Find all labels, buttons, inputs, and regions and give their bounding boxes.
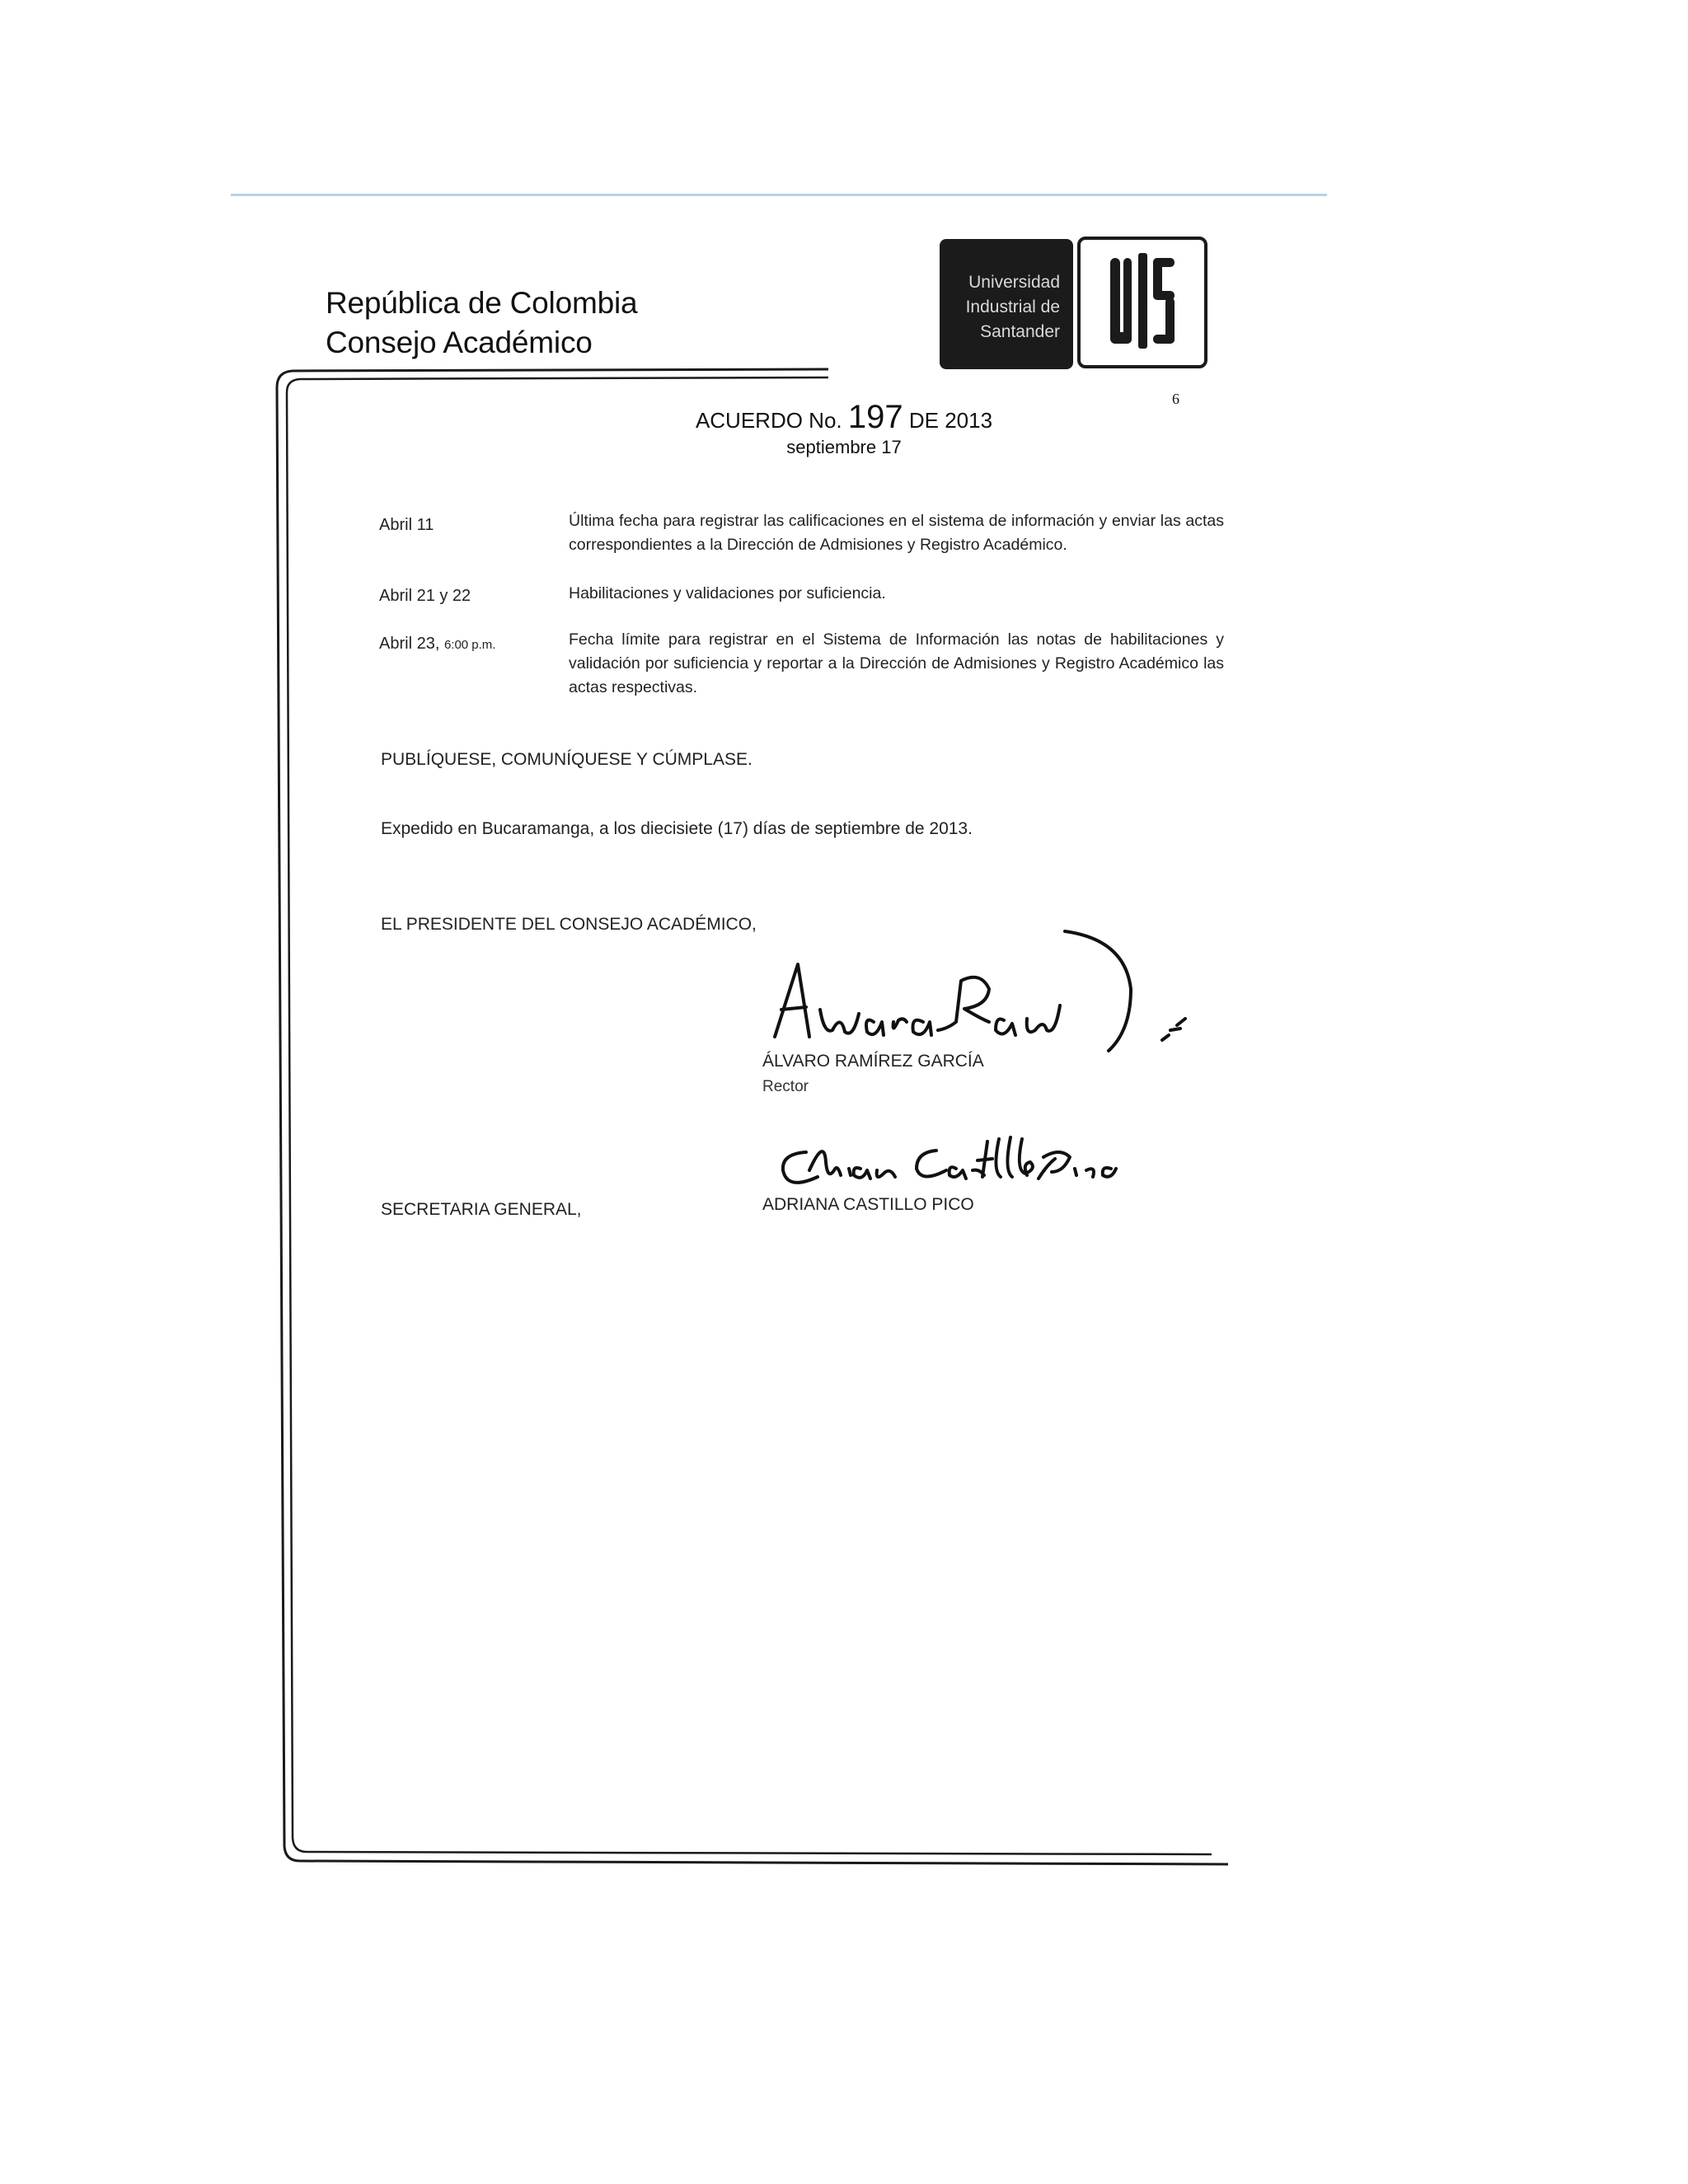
rector-name: ÁLVARO RAMÍREZ GARCÍA [762,1052,984,1071]
secretary-name: ADRIANA CASTILLO PICO [762,1195,974,1214]
schedule-date-label: Abril 23, [379,635,440,653]
agreement-date: septiembre 17 [786,437,902,457]
issued-statement: Expedido en Bucaramanga, a los diecisiete (17) días de septiembre de 2013. [381,819,973,838]
secretary-signature [783,1137,1116,1183]
logo-line-2: Industrial de [965,298,1060,316]
agreement-number: 197 [847,399,903,435]
agreement-prefix: ACUERDO No. [695,408,842,433]
header-council: Consejo Académico [326,326,593,359]
rector-title: Rector [762,1078,809,1095]
rector-signature [775,931,1185,1051]
logo-line-1: Universidad [968,273,1060,292]
header-republic: República de Colombia [326,286,638,320]
schedule-time: 6:00 p.m. [443,638,496,652]
secretary-heading: SECRETARIA GENERAL, [381,1200,582,1219]
schedule-date: Abril 11 [379,516,434,534]
agreement-year: DE 2013 [908,408,993,433]
closing-formula: PUBLÍQUESE, COMUNÍQUESE Y CÚMPLASE. [381,750,753,769]
schedule-text: Fecha límite para registrar en el Sistema de Información las notas de habilitaciones y validación por suficiencia y reportar a la Dirección de Admisiones y Registro Académico las actas respectivas. [569,630,1224,696]
page-number: 6 [1172,391,1179,407]
president-heading: EL PRESIDENTE DEL CONSEJO ACADÉMICO, [381,915,757,934]
schedule-date: Abril 21 y 22 [379,587,471,605]
logo-line-3: Santander [980,322,1060,341]
schedule-text: Última fecha para registrar las calificaciones en el sistema de información y enviar las actas correspondientes a la Dirección de Admisiones y Registro Académico. [569,512,1224,554]
schedule-text: Habilitaciones y validaciones por suficiencia. [569,584,886,602]
